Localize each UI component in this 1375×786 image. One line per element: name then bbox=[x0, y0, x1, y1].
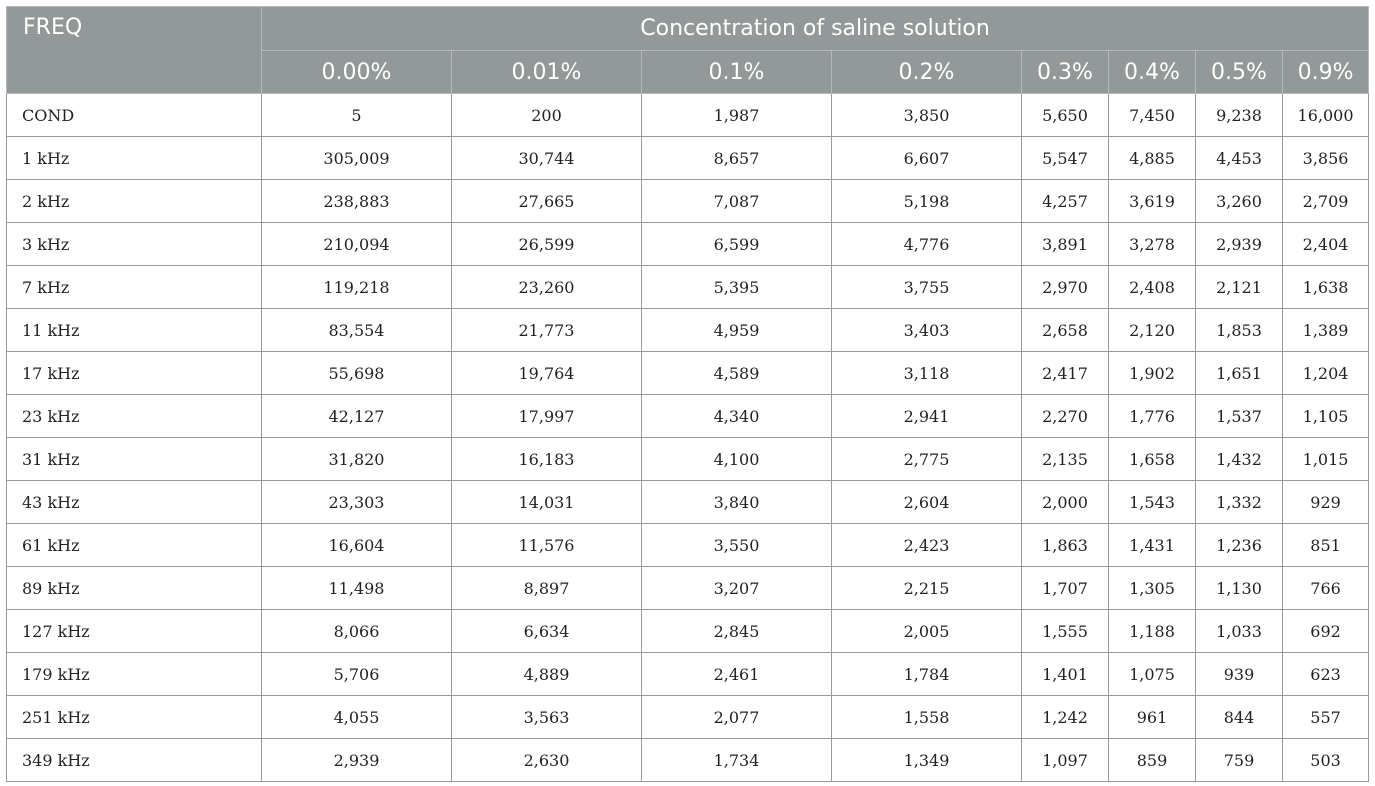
table-cell: 1,902 bbox=[1109, 352, 1196, 395]
table-cell: 1,332 bbox=[1196, 481, 1283, 524]
table-cell: 3,403 bbox=[832, 309, 1022, 352]
table-row bbox=[7, 438, 1369, 481]
table-cell: 4,340 bbox=[642, 395, 832, 438]
row-label: 127 kHz bbox=[7, 610, 262, 653]
table-cell: 5 bbox=[262, 94, 452, 137]
table-cell: 83,554 bbox=[262, 309, 452, 352]
table-cell: 623 bbox=[1283, 653, 1369, 696]
table-cell: 2,000 bbox=[1022, 481, 1109, 524]
table-cell: 17,997 bbox=[452, 395, 642, 438]
table-row bbox=[7, 309, 1369, 352]
table-cell: 1,555 bbox=[1022, 610, 1109, 653]
table-cell: 5,650 bbox=[1022, 94, 1109, 137]
table-cell: 238,883 bbox=[262, 180, 452, 223]
table-cell: 21,773 bbox=[452, 309, 642, 352]
table-cell: 6,634 bbox=[452, 610, 642, 653]
table-cell: 1,651 bbox=[1196, 352, 1283, 395]
table-cell: 3,850 bbox=[832, 94, 1022, 137]
table-cell: 2,658 bbox=[1022, 309, 1109, 352]
table-cell: 3,755 bbox=[832, 266, 1022, 309]
table-cell: 1,075 bbox=[1109, 653, 1196, 696]
table-row bbox=[7, 395, 1369, 438]
row-label: 1 kHz bbox=[7, 137, 262, 180]
table-cell: 1,431 bbox=[1109, 524, 1196, 567]
table-cell: 4,589 bbox=[642, 352, 832, 395]
table-row bbox=[7, 266, 1369, 309]
row-label: 17 kHz bbox=[7, 352, 262, 395]
table-cell: 7,450 bbox=[1109, 94, 1196, 137]
table-cell: 1,543 bbox=[1109, 481, 1196, 524]
table-cell: 1,537 bbox=[1196, 395, 1283, 438]
row-label: COND bbox=[7, 94, 262, 137]
table-cell: 5,395 bbox=[642, 266, 832, 309]
table-cell: 1,242 bbox=[1022, 696, 1109, 739]
table-cell: 1,130 bbox=[1196, 567, 1283, 610]
table-row bbox=[7, 524, 1369, 567]
row-label: 7 kHz bbox=[7, 266, 262, 309]
table-cell: 4,889 bbox=[452, 653, 642, 696]
table-cell: 4,257 bbox=[1022, 180, 1109, 223]
table-cell: 31,820 bbox=[262, 438, 452, 481]
row-label: 89 kHz bbox=[7, 567, 262, 610]
table-cell: 1,097 bbox=[1022, 739, 1109, 782]
table-cell: 3,619 bbox=[1109, 180, 1196, 223]
table-cell: 1,658 bbox=[1109, 438, 1196, 481]
table-cell: 2,939 bbox=[1196, 223, 1283, 266]
table-cell: 119,218 bbox=[262, 266, 452, 309]
table-cell: 2,604 bbox=[832, 481, 1022, 524]
table-cell: 2,408 bbox=[1109, 266, 1196, 309]
table-cell: 9,238 bbox=[1196, 94, 1283, 137]
row-label: 11 kHz bbox=[7, 309, 262, 352]
table-cell: 5,706 bbox=[262, 653, 452, 696]
table-cell: 2,630 bbox=[452, 739, 642, 782]
table-cell: 2,709 bbox=[1283, 180, 1369, 223]
table-cell: 929 bbox=[1283, 481, 1369, 524]
table-cell: 557 bbox=[1283, 696, 1369, 739]
table-cell: 1,776 bbox=[1109, 395, 1196, 438]
table-cell: 2,970 bbox=[1022, 266, 1109, 309]
table-cell: 2,775 bbox=[832, 438, 1022, 481]
table-cell: 8,657 bbox=[642, 137, 832, 180]
table-cell: 2,121 bbox=[1196, 266, 1283, 309]
corner-header-freq: FREQ bbox=[7, 7, 262, 94]
table-cell: 1,188 bbox=[1109, 610, 1196, 653]
table-cell: 844 bbox=[1196, 696, 1283, 739]
column-header-concentration: 0.9% bbox=[1283, 51, 1369, 94]
table-cell: 5,547 bbox=[1022, 137, 1109, 180]
table-cell: 2,941 bbox=[832, 395, 1022, 438]
table-row bbox=[7, 610, 1369, 653]
table-row bbox=[7, 223, 1369, 266]
table-cell: 1,349 bbox=[832, 739, 1022, 782]
table-cell: 4,055 bbox=[262, 696, 452, 739]
table-row bbox=[7, 739, 1369, 782]
table-cell: 1,389 bbox=[1283, 309, 1369, 352]
table-cell: 26,599 bbox=[452, 223, 642, 266]
table-row bbox=[7, 352, 1369, 395]
table-cell: 4,100 bbox=[642, 438, 832, 481]
table-cell: 2,135 bbox=[1022, 438, 1109, 481]
row-label: 251 kHz bbox=[7, 696, 262, 739]
table-cell: 2,461 bbox=[642, 653, 832, 696]
column-header-concentration: 0.4% bbox=[1109, 51, 1196, 94]
saline-conductivity-table bbox=[6, 6, 1369, 782]
table-cell: 19,764 bbox=[452, 352, 642, 395]
table-row bbox=[7, 180, 1369, 223]
table-cell: 7,087 bbox=[642, 180, 832, 223]
table-row bbox=[7, 137, 1369, 180]
column-header-concentration: 0.01% bbox=[452, 51, 642, 94]
table-cell: 2,215 bbox=[832, 567, 1022, 610]
table-cell: 6,607 bbox=[832, 137, 1022, 180]
group-header-concentration: Concentration of saline solution bbox=[262, 7, 1369, 51]
table-cell: 4,453 bbox=[1196, 137, 1283, 180]
table-cell: 30,744 bbox=[452, 137, 642, 180]
table-row bbox=[7, 94, 1369, 137]
table-cell: 1,401 bbox=[1022, 653, 1109, 696]
table-cell: 692 bbox=[1283, 610, 1369, 653]
table-cell: 1,432 bbox=[1196, 438, 1283, 481]
table-row bbox=[7, 696, 1369, 739]
table-cell: 1,853 bbox=[1196, 309, 1283, 352]
table-cell: 3,278 bbox=[1109, 223, 1196, 266]
row-label: 61 kHz bbox=[7, 524, 262, 567]
table-cell: 2,120 bbox=[1109, 309, 1196, 352]
table-cell: 16,000 bbox=[1283, 94, 1369, 137]
table-cell: 1,638 bbox=[1283, 266, 1369, 309]
table-row bbox=[7, 481, 1369, 524]
table-cell: 3,260 bbox=[1196, 180, 1283, 223]
table-cell: 5,198 bbox=[832, 180, 1022, 223]
column-header-concentration: 0.00% bbox=[262, 51, 452, 94]
data-table-container bbox=[6, 6, 1368, 781]
table-cell: 766 bbox=[1283, 567, 1369, 610]
row-label: 179 kHz bbox=[7, 653, 262, 696]
table-cell: 2,423 bbox=[832, 524, 1022, 567]
table-row bbox=[7, 567, 1369, 610]
row-label: 349 kHz bbox=[7, 739, 262, 782]
table-cell: 23,303 bbox=[262, 481, 452, 524]
table-cell: 1,204 bbox=[1283, 352, 1369, 395]
row-label: 43 kHz bbox=[7, 481, 262, 524]
table-cell: 3,207 bbox=[642, 567, 832, 610]
table-cell: 3,856 bbox=[1283, 137, 1369, 180]
table-cell: 1,784 bbox=[832, 653, 1022, 696]
table-cell: 55,698 bbox=[262, 352, 452, 395]
table-cell: 3,118 bbox=[832, 352, 1022, 395]
table-cell: 27,665 bbox=[452, 180, 642, 223]
table-cell: 1,305 bbox=[1109, 567, 1196, 610]
table-cell: 14,031 bbox=[452, 481, 642, 524]
table-cell: 3,563 bbox=[452, 696, 642, 739]
table-header bbox=[7, 7, 1369, 94]
table-cell: 1,707 bbox=[1022, 567, 1109, 610]
table-cell: 23,260 bbox=[452, 266, 642, 309]
table-cell: 859 bbox=[1109, 739, 1196, 782]
table-cell: 8,066 bbox=[262, 610, 452, 653]
table-cell: 1,558 bbox=[832, 696, 1022, 739]
table-cell: 305,009 bbox=[262, 137, 452, 180]
table-cell: 2,077 bbox=[642, 696, 832, 739]
column-header-concentration: 0.2% bbox=[832, 51, 1022, 94]
table-cell: 2,939 bbox=[262, 739, 452, 782]
table-cell: 8,897 bbox=[452, 567, 642, 610]
table-cell: 16,183 bbox=[452, 438, 642, 481]
column-header-concentration: 0.3% bbox=[1022, 51, 1109, 94]
table-cell: 16,604 bbox=[262, 524, 452, 567]
table-cell: 1,987 bbox=[642, 94, 832, 137]
table-cell: 1,105 bbox=[1283, 395, 1369, 438]
table-cell: 1,033 bbox=[1196, 610, 1283, 653]
table-row bbox=[7, 653, 1369, 696]
table-cell: 2,845 bbox=[642, 610, 832, 653]
table-cell: 4,885 bbox=[1109, 137, 1196, 180]
table-cell: 3,891 bbox=[1022, 223, 1109, 266]
table-cell: 961 bbox=[1109, 696, 1196, 739]
table-cell: 3,840 bbox=[642, 481, 832, 524]
table-cell: 2,417 bbox=[1022, 352, 1109, 395]
table-cell: 2,270 bbox=[1022, 395, 1109, 438]
header-row-group bbox=[7, 7, 1369, 51]
table-cell: 939 bbox=[1196, 653, 1283, 696]
table-cell: 11,576 bbox=[452, 524, 642, 567]
column-header-concentration: 0.1% bbox=[642, 51, 832, 94]
table-cell: 210,094 bbox=[262, 223, 452, 266]
row-label: 23 kHz bbox=[7, 395, 262, 438]
table-cell: 1,236 bbox=[1196, 524, 1283, 567]
table-cell: 3,550 bbox=[642, 524, 832, 567]
table-cell: 2,404 bbox=[1283, 223, 1369, 266]
table-cell: 42,127 bbox=[262, 395, 452, 438]
table-cell: 1,734 bbox=[642, 739, 832, 782]
row-label: 2 kHz bbox=[7, 180, 262, 223]
table-cell: 200 bbox=[452, 94, 642, 137]
table-cell: 851 bbox=[1283, 524, 1369, 567]
column-header-concentration: 0.5% bbox=[1196, 51, 1283, 94]
row-label: 3 kHz bbox=[7, 223, 262, 266]
table-cell: 4,776 bbox=[832, 223, 1022, 266]
table-cell: 6,599 bbox=[642, 223, 832, 266]
table-cell: 1,863 bbox=[1022, 524, 1109, 567]
table-cell: 759 bbox=[1196, 739, 1283, 782]
table-cell: 2,005 bbox=[832, 610, 1022, 653]
table-cell: 503 bbox=[1283, 739, 1369, 782]
table-body bbox=[7, 94, 1369, 782]
table-cell: 11,498 bbox=[262, 567, 452, 610]
table-cell: 4,959 bbox=[642, 309, 832, 352]
table-cell: 1,015 bbox=[1283, 438, 1369, 481]
row-label: 31 kHz bbox=[7, 438, 262, 481]
